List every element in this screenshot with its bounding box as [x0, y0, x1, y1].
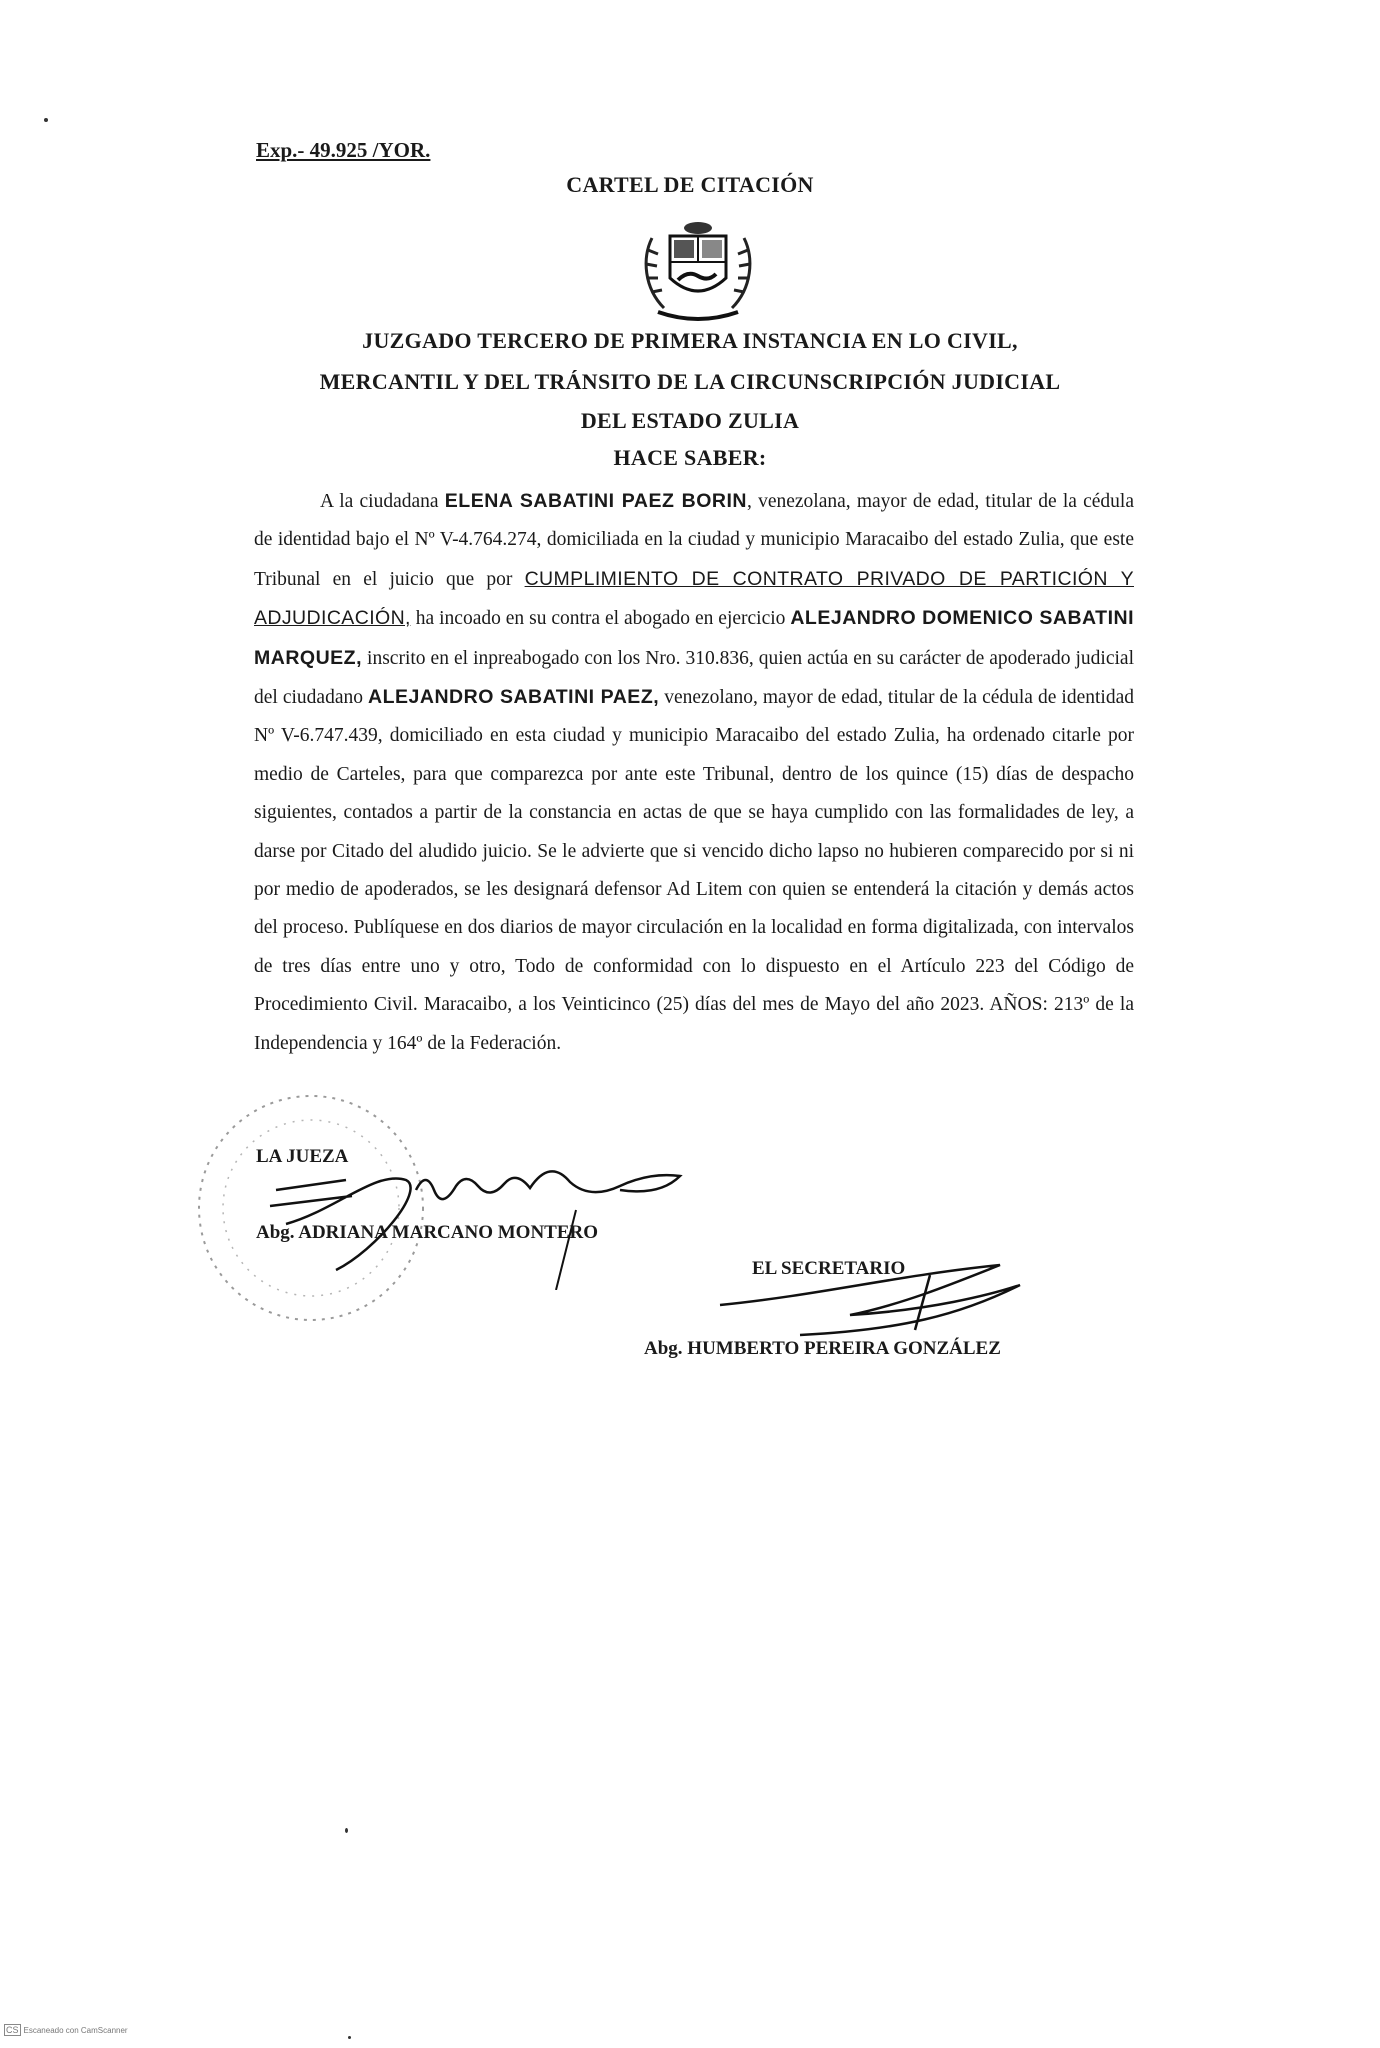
- body-text-segment: venezolano, mayor de edad, titular de la cédula de identidad Nº V-6.747.439, domiciliado en esta ciudad y municipio Maracaibo del estado Zulia, ha ordenado citarle por medio de Carteles, para que comparezca por ante este Tribunal, dentro de los quince (15) días de despacho siguientes, contados a partir de la constancia en actas de que se haya cumplido con las formalidades de ley, a darse por Citado del aludido juicio. Se le advierte que si vencido dicho lapso no hubieren comparecido por si ni por medio de apoderados, se les designará defensor Ad Litem con quien se entenderá la citación y demás actos del proceso. Publíquese en dos diarios de mayor circulación en la localidad en forma digitalizada, con intervalos de tres días entre uno y otro, Todo de conformidad con lo dispuesto en el Artículo 223 del Código de Procedimiento Civil. Maracaibo, a los Veinticinco (25) días del mes de Mayo del año 2023. AÑOS: 213º de la Independencia y 164º de la Federación.: [254, 687, 1134, 1054]
- document-title: CARTEL DE CITACIÓN: [566, 172, 814, 197]
- plaintiff-name: ALEJANDRO SABATINI PAEZ,: [368, 686, 660, 709]
- body-text-segment: ha incoado en su contra el abogado en ejercicio: [410, 608, 791, 630]
- citation-paragraph: [254, 482, 1134, 1063]
- judge-signature: [256, 1150, 776, 1290]
- hace-saber-heading: HACE SABER:: [613, 445, 767, 470]
- secretary-name: Abg. HUMBERTO PEREIRA GONZÁLEZ: [644, 1338, 1001, 1359]
- citation-body: [254, 482, 1134, 1063]
- body-text-segment: inscrito en el inpreabogado con los Nro. 310.836, quien actúa en su carácter de apoderado judicial del ciudadano: [254, 647, 1134, 709]
- scan-speck: [345, 1828, 348, 1833]
- judge-name: Abg. ADRIANA MARCANO MONTERO: [256, 1222, 599, 1243]
- judge-title: LA JUEZA: [256, 1146, 349, 1167]
- case-matter: CUMPLIMIENTO DE CONTRATO PRIVADO DE PARTICIÓN Y ADJUDICACIÓN,: [254, 567, 1134, 630]
- scanner-watermark: [4, 2024, 128, 2036]
- court-name-line-2: MERCANTIL Y DEL TRÁNSITO DE LA CIRCUNSCRIPCIÓN JUDICIAL: [319, 369, 1061, 394]
- plaintiff-attorney-name: ALEJANDRO DOMENICO SABATINI MARQUEZ,: [254, 607, 1134, 669]
- court-name-line-3: DEL ESTADO ZULIA: [580, 408, 800, 433]
- body-text-segment: , venezolana, mayor de edad, titular de la cédula de identidad bajo el Nº V-4.764.274, domiciliada en la ciudad y municipio Maracaibo del estado Zulia, que este Tribunal en el juicio que por: [254, 491, 1134, 590]
- court-name-line-1: JUZGADO TERCERO DE PRIMERA INSTANCIA EN LO CIVIL,: [362, 328, 1018, 353]
- secretary-title: EL SECRETARIO: [752, 1258, 906, 1279]
- body-text-segment: A la ciudadana: [320, 491, 445, 512]
- secretary-signature: [700, 1255, 1040, 1345]
- scan-speck: [44, 118, 48, 122]
- coat-of-arms-icon: [638, 218, 758, 326]
- defendant-name: ELENA SABATINI PAEZ BORIN: [444, 490, 747, 512]
- camscanner-icon: CS: [6, 2025, 19, 2035]
- case-number: Exp.- 49.925 /YOR.: [256, 138, 431, 162]
- scanner-watermark-text: Escaneado con CamScanner: [23, 2026, 128, 2035]
- scan-speck: [348, 2036, 351, 2039]
